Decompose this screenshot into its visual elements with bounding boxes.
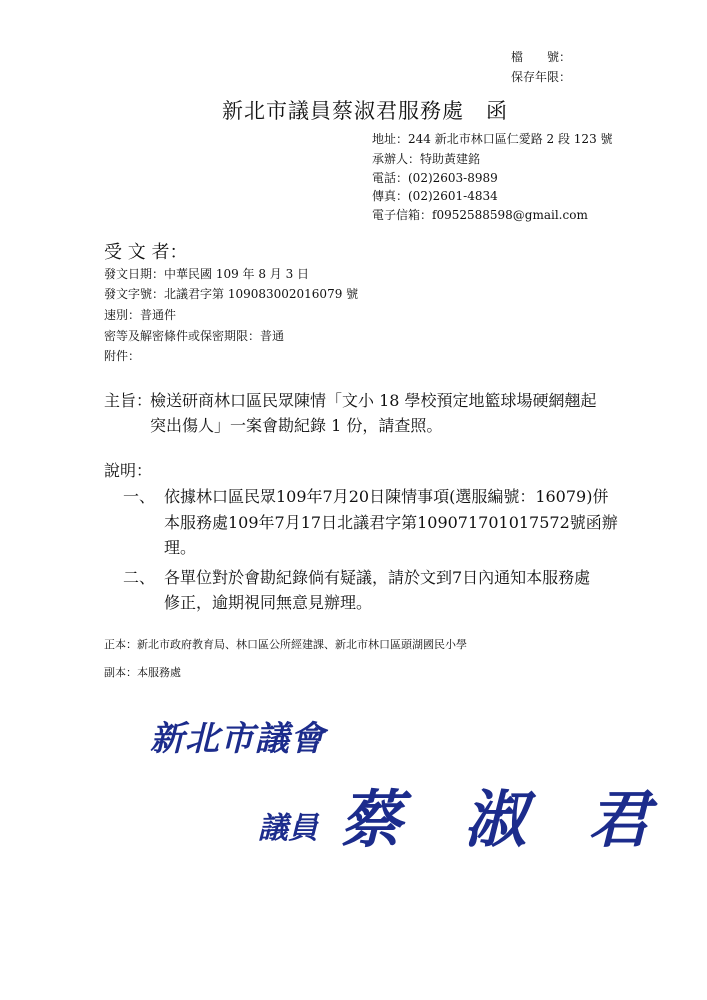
subject-line-1: 檢送研商林口區民眾陳情「文小 18 學校預定地籃球場硬網翹起 [150, 391, 597, 410]
retention-period-label: 保存年限： [511, 70, 572, 84]
explanation-item-2-line-2: 修正，逾期視同無意見辦理。 [164, 593, 373, 612]
subject-line-2: 突出傷人」一案會勘紀錄 1 份，請查照。 [150, 416, 443, 435]
speed: 速別：普通件 [104, 308, 177, 322]
security-level: 密等及解密條件或保密期限：普通 [104, 329, 285, 343]
recipient: 受 文 者： [104, 242, 188, 263]
issue-number: 發文字號：北議君字第 109083002016079 號 [104, 287, 359, 301]
subject-label: 主旨： [104, 391, 153, 410]
issue-date: 發文日期：中華民國 109 年 8 月 3 日 [104, 267, 310, 281]
phone: 電話：(02)2603-8989 [372, 171, 498, 185]
explanation-item-2-line-1: 各單位對於會勘紀錄倘有疑議，請於文到7日內通知本服務處 [164, 568, 591, 587]
main-recipients: 正本：新北市政府教育局、林口區公所經建課、新北市林口區頭湖國民小學 [104, 638, 467, 651]
fax: 傳真：(02)2601-4834 [372, 189, 498, 203]
councilor-name-signature: 蔡 淑 君 [340, 783, 651, 856]
handler: 承辦人：特助黃建銘 [372, 152, 481, 166]
cc-recipients: 副本：本服務處 [104, 666, 181, 679]
explanation-label: 說明： [104, 461, 153, 480]
explanation-item-1-line-1: 依據林口區民眾109年7月20日陳情事項(選服編號：16079)併 [164, 487, 609, 506]
explanation-item-1-line-2: 本服務處109年7月17日北議君字第109071701017572號函辦 [164, 513, 618, 532]
file-number-label: 檔 號： [511, 50, 572, 64]
document-title: 新北市議員蔡淑君服務處 函 [222, 99, 508, 123]
council-seal-text: 新北市議會 [150, 719, 325, 759]
attachment: 附件： [104, 349, 141, 363]
email: 電子信箱：f0952588598@gmail.com [372, 208, 588, 222]
explanation-item-1-line-3: 理。 [164, 538, 197, 557]
position-seal-text: 議員 [258, 811, 318, 846]
address: 地址：244 新北市林口區仁愛路 2 段 123 號 [372, 132, 613, 146]
explanation-item-2-number: 二、 [123, 568, 156, 587]
explanation-item-1-number: 一、 [123, 487, 156, 506]
